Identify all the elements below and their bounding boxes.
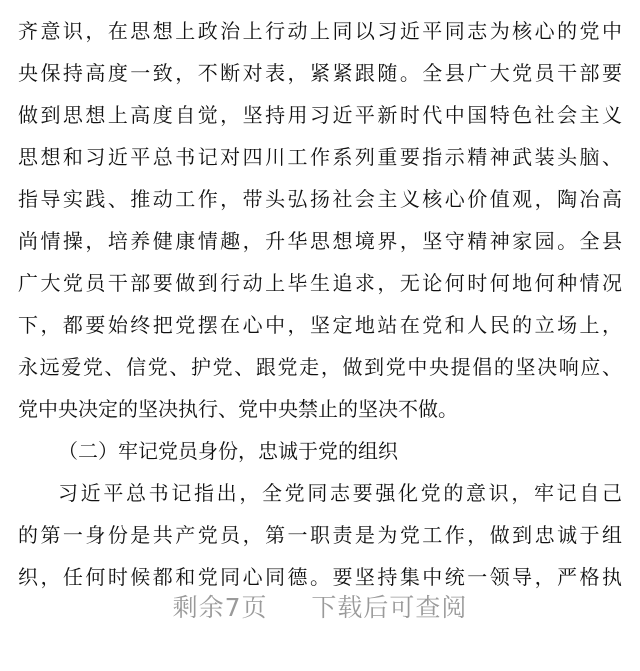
text-line: 做到思想上高度自觉，坚持用习近平新时代中国特色社会主义 bbox=[18, 103, 622, 127]
download-prompt[interactable] bbox=[0, 588, 640, 628]
text-line: 指导实践、推动工作，带头弘扬社会主义核心价值观，陶冶高 bbox=[18, 187, 622, 211]
text-line: 广大党员干部要做到行动上毕生追求，无论何时何地何种情况 bbox=[18, 271, 622, 295]
text-line: 习近平总书记指出，全党同志要强化党的意识，牢记自己 bbox=[58, 481, 622, 505]
text-line: 党中央决定的坚决执行、党中央禁止的坚决不做。 bbox=[18, 397, 458, 421]
text-line: 织，任何时候都和党同心同德。要坚持集中统一领导，严格执 bbox=[18, 565, 622, 589]
text-line: 下，都要始终把党摆在心中，坚定地站在党和人民的立场上， bbox=[18, 313, 622, 337]
text-line: 的第一身份是共产党员，第一职责是为党工作，做到忠诚于组 bbox=[18, 523, 622, 547]
text-line: 央保持高度一致，不断对表，紧紧跟随。全县广大党员干部要 bbox=[18, 61, 622, 85]
text-line: 永远爱党、信党、护党、跟党走，做到党中央提倡的坚决响应、 bbox=[18, 355, 622, 379]
text-line: 思想和习近平总书记对四川工作系列重要指示精神武装头脑、 bbox=[18, 145, 622, 169]
remaining-pages-text[interactable]: 剩余7页 bbox=[172, 593, 268, 622]
download-to-view-text[interactable]: 下载后可查阅 bbox=[311, 593, 468, 622]
text-line: 尚情操，培养健康情趣，升华思想境界，坚守精神家园。全县 bbox=[18, 229, 622, 253]
text-line: 齐意识，在思想上政治上行动上同以习近平同志为核心的党中 bbox=[18, 19, 622, 43]
section-heading: （二）牢记党员身份，忠诚于党的组织 bbox=[58, 439, 398, 463]
